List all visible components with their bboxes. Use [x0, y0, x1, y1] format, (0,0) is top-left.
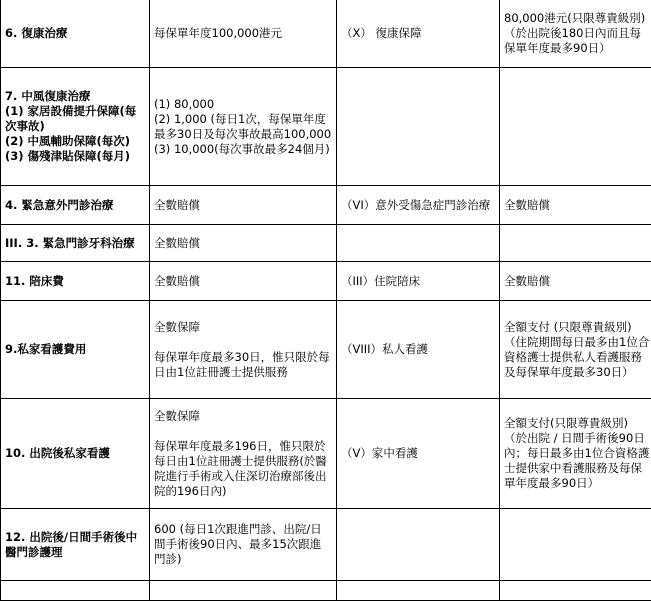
- other-benefit-cell: [337, 509, 500, 581]
- plan-coverage-line: (3) 10,000(每次事故最多24個月): [154, 142, 332, 157]
- benefit-item-cell: 9.私家看護費用: [1, 301, 150, 399]
- table-row: [1, 509, 651, 581]
- plan-coverage-line: (2) 1,000 (每日1次，每保單年度最多30日及每次事故最高100,000: [154, 112, 332, 142]
- other-coverage-cell: [500, 68, 651, 186]
- other-coverage-cell: [500, 225, 651, 262]
- table-row: [1, 399, 651, 509]
- benefit-item-line: (2) 中風輔助保障(每次): [5, 134, 145, 149]
- benefit-item-line: 7. 中風復康治療: [5, 89, 145, 104]
- plan-coverage-line: 全數保障: [154, 320, 332, 335]
- benefit-item-cell: 6. 復康治療: [1, 0, 150, 68]
- benefit-item-cell: III. 3. 緊急門診牙科治療: [1, 225, 150, 262]
- plan-coverage-cell: [150, 399, 337, 509]
- other-coverage-cell: [500, 509, 651, 581]
- other-benefit-cell: （VIII）私人看護: [337, 301, 500, 399]
- table-row: [1, 301, 651, 399]
- plan-coverage-cell: 600 (每日1次跟進門診、出院/日間手術後90日內、最多15次跟進門診): [150, 509, 337, 581]
- plan-coverage-line: (1) 80,000: [154, 97, 332, 112]
- benefit-item-cell: 10. 出院後私家看護: [1, 399, 150, 509]
- benefit-item-line: (1) 家居設備提升保障(每次事故): [5, 104, 145, 134]
- plan-coverage-line: 每保單年度最多30日，惟只限於每日由1位註冊護士提供服務: [154, 350, 332, 380]
- other-benefit-cell: （V）家中看護: [337, 399, 500, 509]
- plan-coverage-cell: 每保單年度100,000港元: [150, 0, 337, 68]
- table-row: [1, 262, 651, 301]
- table-row: [1, 225, 651, 262]
- plan-coverage-cell: [150, 68, 337, 186]
- other-benefit-cell: （VI）意外受傷急症門診治療: [337, 186, 500, 225]
- plan-coverage-cell: [150, 581, 337, 601]
- plan-coverage-cell: 全數賠償: [150, 262, 337, 301]
- benefit-item-cell: 12. 出院後/日間手術後中醫門診護理: [1, 509, 150, 581]
- plan-coverage-line: 每保單年度最多196日，惟只限於每日由1位註冊護士提供服務(於醫院進行手術或入住深切治療部後出院的196日內): [154, 439, 332, 499]
- other-coverage-cell: 全額支付 (只限尊貴級別)（住院期間每日最多由1位合資格護士提供私人看護服務及每保單年度最多30日）: [500, 301, 651, 399]
- plan-coverage-line: 全數保障: [154, 409, 332, 424]
- other-coverage-cell: 80,000港元(只限尊貴級別)（於出院後180日內而且每保單年度最多90日）: [500, 0, 651, 68]
- other-benefit-cell: （III）住院陪床: [337, 262, 500, 301]
- table-row: [1, 186, 651, 225]
- other-benefit-cell: （X） 復康保障: [337, 0, 500, 68]
- other-benefit-cell: [337, 581, 500, 601]
- other-coverage-cell: 全數賠償: [500, 262, 651, 301]
- benefit-item-cell: [1, 68, 150, 186]
- other-benefit-cell: [337, 68, 500, 186]
- table-row: [1, 0, 651, 68]
- table-row: [1, 68, 651, 186]
- benefit-item-cell: [1, 581, 150, 601]
- plan-coverage-cell: 全數賠償: [150, 225, 337, 262]
- benefit-item-cell: 4. 緊急意外門診治療: [1, 186, 150, 225]
- plan-coverage-cell: 全數賠償: [150, 186, 337, 225]
- other-coverage-cell: 全數賠償: [500, 186, 651, 225]
- plan-coverage-cell: [150, 301, 337, 399]
- other-coverage-cell: [500, 581, 651, 601]
- other-benefit-cell: [337, 225, 500, 262]
- benefit-item-line: (3) 傷殘津貼保障(每月): [5, 149, 145, 164]
- table-row: [1, 581, 651, 601]
- other-coverage-cell: 全額支付(只限尊貴級別)（於出院 / 日間手術後90日內；每日最多由1位合資格護士提供家中看護服務及每保單年度最多90日）: [500, 399, 651, 509]
- benefit-item-cell: 11. 陪床費: [1, 262, 150, 301]
